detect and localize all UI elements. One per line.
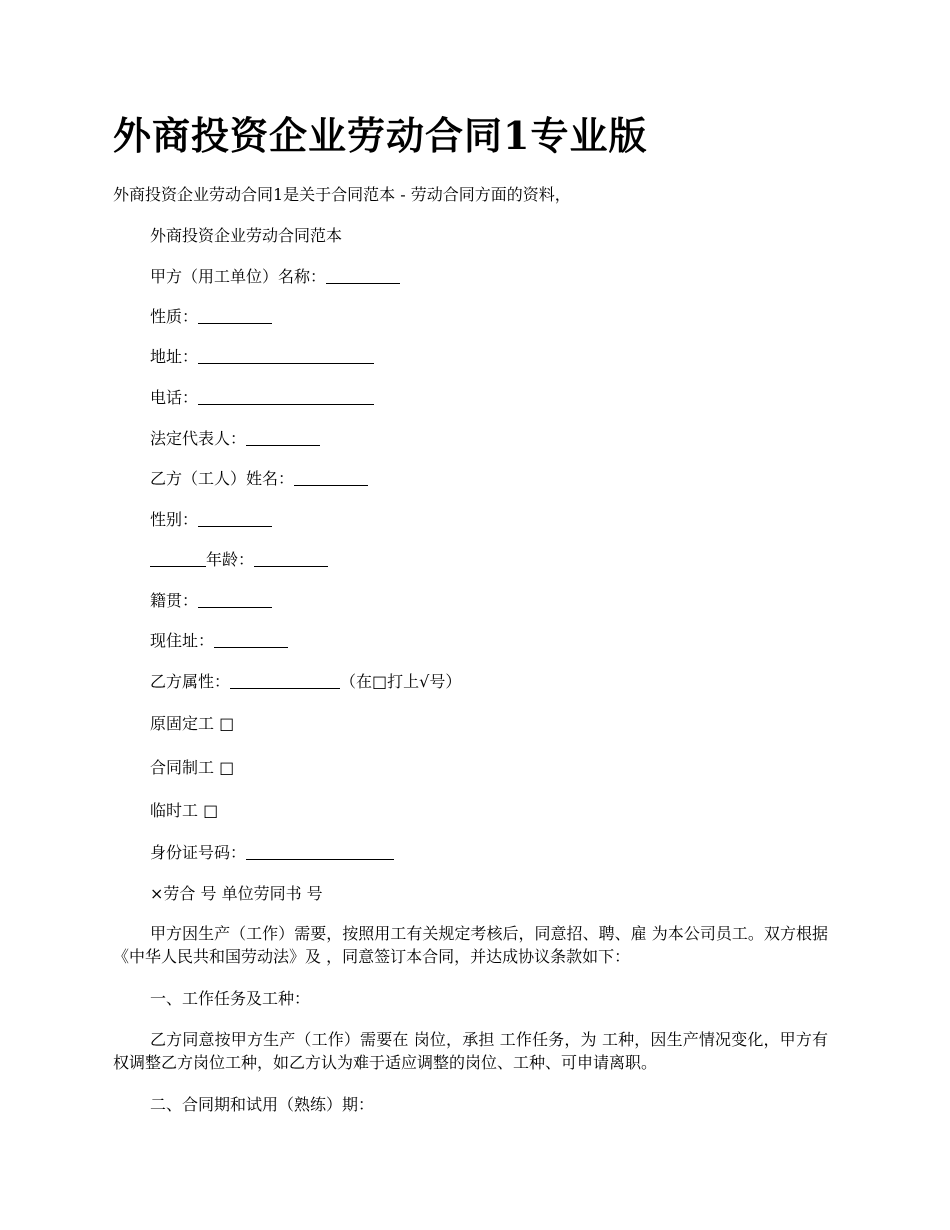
- party-b-name-blank: [294, 469, 368, 486]
- party-a-name-label: 甲方（用工单位）名称：: [150, 267, 327, 286]
- address-line: [150, 345, 374, 369]
- party-b-attr-blank: [230, 672, 340, 689]
- gender-label: 性别：: [150, 510, 199, 529]
- origin-blank: [198, 591, 272, 608]
- age-prefix-blank: [150, 550, 206, 567]
- origin-line: [150, 589, 272, 613]
- gender-blank: [198, 510, 272, 527]
- party-a-name-line: [150, 265, 400, 289]
- paragraph-2: 乙方同意按甲方生产（工作）需要在 岗位，承担 工作任务，为 工种，因生产情况变化，甲方有权调整乙方岗位工种，如乙方认为难于适应调整的岗位、工种、可申请离职。: [113, 1030, 828, 1072]
- id-number-line: [150, 841, 394, 865]
- age-blank: [254, 550, 328, 567]
- legal-rep-label: 法定代表人：: [150, 429, 247, 448]
- party-b-attr-line: [150, 670, 461, 694]
- nature-line: [150, 305, 272, 329]
- option-contract: 合同制工 □: [150, 758, 235, 777]
- id-number-blank: [246, 843, 394, 860]
- age-label: 年龄：: [206, 550, 255, 569]
- labor-reference-line: ×劳合 号 单位劳同书 号: [150, 884, 323, 903]
- id-number-label: 身份证号码：: [150, 843, 247, 862]
- legal-rep-blank: [246, 429, 320, 446]
- current-address-line: [150, 629, 288, 653]
- attr-hint: （在□打上√号）: [340, 672, 462, 691]
- party-b-attr-label: 乙方属性：: [150, 672, 231, 691]
- nature-blank: [198, 307, 272, 324]
- intro-text: 外商投资企业劳动合同1是关于合同范本 - 劳动合同方面的资料，: [113, 185, 571, 204]
- gender-line: [150, 508, 272, 532]
- paragraph-1: 甲方因生产（工作）需要，按照用工有关规定考核后，同意招、聘、雇 为本公司员工。双方根据《中华人民共和国劳动法》及 ，同意签订本合同，并达成协议条款如下：: [113, 924, 828, 966]
- contract-subtitle: 外商投资企业劳动合同范本: [150, 226, 343, 245]
- section-1-heading: 一、工作任务及工种：: [150, 989, 311, 1008]
- current-address-blank: [214, 631, 288, 648]
- age-line: [150, 548, 328, 572]
- party-a-name-blank: [326, 267, 400, 284]
- origin-label: 籍贯：: [150, 591, 199, 610]
- option-temporary: 临时工 □: [150, 801, 219, 820]
- phone-label: 电话：: [150, 388, 199, 407]
- phone-blank: [198, 388, 374, 405]
- section-2-heading: 二、合同期和试用（熟练）期：: [150, 1095, 375, 1114]
- legal-rep-line: [150, 427, 320, 451]
- phone-line: [150, 386, 374, 410]
- nature-label: 性质：: [150, 307, 199, 326]
- option-permanent: 原固定工 □: [150, 714, 235, 733]
- party-b-name-label: 乙方（工人）姓名：: [150, 469, 295, 488]
- address-blank: [198, 347, 374, 364]
- party-b-name-line: [150, 467, 368, 491]
- document-title: 外商投资企业劳动合同1专业版: [113, 113, 648, 158]
- address-label: 地址：: [150, 347, 199, 366]
- current-address-label: 现住址：: [150, 631, 215, 650]
